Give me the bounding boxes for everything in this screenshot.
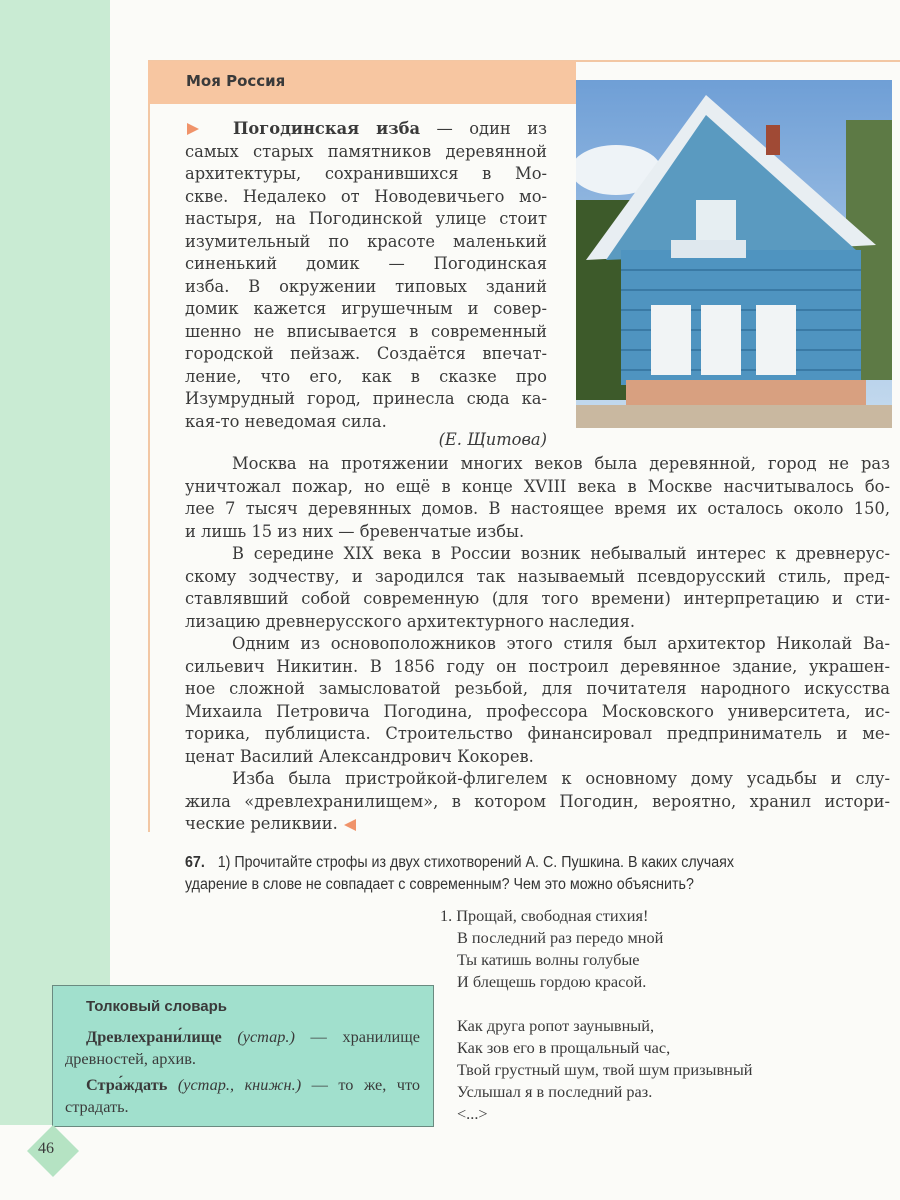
poem-line-text: В последний раз передо мной — [457, 928, 664, 947]
quote-author: (Е. Щитова) — [438, 430, 547, 449]
poem-line — [440, 905, 753, 927]
poem-line — [457, 927, 753, 949]
intro-line: архитектуры, сохранившихся в Мо- — [185, 164, 547, 183]
dictionary-box — [52, 985, 434, 1127]
intro-line: скве. Недалеко от Новодевичьего мо- — [185, 186, 547, 206]
intro-line: самых старых памятников деревянной — [185, 141, 547, 161]
poem-line-text: Услышал я в последний раз. — [457, 1082, 653, 1101]
exercise-number: 67. — [185, 854, 205, 871]
main-text-line-content: скому зодчеству, и зародился так называемый псевдорусский стиль, пред- — [185, 566, 890, 586]
main-text-line — [185, 813, 890, 836]
main-text-line-content: В середине XIX века в России возник небывалый интерес к древнерус- — [232, 544, 890, 563]
main-text-line — [185, 543, 890, 566]
poem-line-text: И блещешь гордою красой. — [457, 972, 647, 991]
main-text-line — [185, 723, 890, 746]
main-text-line-content: Одним из основоположников этого стиля был архитектор Николай Ва- — [232, 634, 890, 653]
main-text-line-content: торика, публициста. Строительство финансировал предприниматель и ме- — [185, 724, 890, 743]
intro-bold-term: Погодинская изба — [233, 119, 421, 138]
entry-term: Стра́ждать — [86, 1075, 168, 1094]
main-text-line-content: сильевич Никитин. В 1856 году он построил деревянное здание, украшен- — [185, 656, 890, 676]
dictionary-title: Толковый словарь — [86, 998, 228, 1015]
main-text-line-content: ставлявший собой современную (для того времени) интерпретацию и сти- — [185, 589, 890, 608]
main-text-line-content: лизацию древнерусского архитектурного наследия. — [185, 611, 636, 631]
poem-line — [457, 949, 753, 971]
intro-line: настыря, на Погодинской улице стоит — [185, 209, 547, 228]
main-text-line-content: жила «древлехранилищем», в котором Погодин, вероятно, хранил истори- — [185, 791, 890, 811]
main-text-line-content: Изба была пристройкой-флигелем к основному дому усадьбы и слу- — [232, 769, 890, 788]
section-title: Моя Россия — [186, 72, 286, 90]
end-marker-icon — [344, 819, 356, 831]
main-text-line — [185, 453, 890, 476]
entry-note: (устар., книжн.) — [177, 1075, 302, 1094]
main-text-line-content: Москва на протяжении многих веков была деревянной, город не раз — [232, 454, 890, 473]
main-text-line-content: ческие реликвии. — [185, 814, 338, 833]
poem-line — [457, 1059, 753, 1081]
main-text-line — [185, 476, 890, 499]
poem-line — [457, 1081, 753, 1103]
intro-line: изба. В окружении типовых зданий — [185, 276, 547, 296]
main-text-line — [185, 498, 890, 521]
main-text-line — [185, 588, 890, 611]
exercise-67 — [185, 852, 843, 896]
entry-term: Древлехрани́лище — [86, 1027, 222, 1046]
poem-line — [457, 1015, 753, 1037]
main-text-line — [185, 656, 890, 679]
main-text-line — [185, 566, 890, 589]
poem-line-text: Прощай, свободная стихия! — [456, 906, 649, 925]
pogodin-izba-photo — [576, 80, 892, 428]
main-text-line — [185, 633, 890, 656]
intro-line: синенький домик — Погодинская — [185, 254, 547, 273]
main-text-line-content: лее 7 тысяч деревянных домов. В настоящее время их осталось около 150, — [185, 499, 890, 518]
poem-ellipsis: <...> — [457, 1104, 488, 1123]
entry-definition: — то же, что страдать. — [65, 1075, 420, 1116]
main-text — [185, 453, 890, 836]
main-text-line — [185, 521, 890, 544]
main-text-line — [185, 701, 890, 724]
poem — [440, 905, 753, 1125]
intro-paragraph — [185, 118, 547, 433]
main-text-line-content: ное сложной замысловатой резьбой, для почитателя народного искусства — [185, 679, 890, 698]
intro-line: Изумрудный город, принесла сюда ка- — [185, 389, 547, 408]
intro-first-rest: — один из — [420, 119, 547, 138]
main-text-line-content: и лишь 15 из них — бревенчатые избы. — [185, 521, 525, 541]
main-text-line — [185, 768, 890, 791]
poem-line-text: Твой грустный шум, твой шум призывный — [457, 1060, 753, 1079]
main-text-line-content: ценат Василий Александрович Кокорев. — [185, 746, 534, 766]
poem-number: 1. — [440, 906, 453, 925]
intro-line: шенно не вписывается в современный — [185, 321, 547, 341]
entry-note: (устар.) — [237, 1027, 295, 1046]
main-text-line-content: Михаила Петровича Погодина, профессора Московского университета, ис- — [185, 701, 890, 721]
dictionary-entry — [65, 1026, 420, 1070]
page-number: 46 — [38, 1140, 54, 1157]
poem-line — [457, 971, 753, 993]
exercise-text-line: ударение в слове не совпадает с современным? Чем это можно объяснить? — [185, 876, 694, 893]
poem-line — [457, 1037, 753, 1059]
dictionary-entry — [65, 1074, 420, 1118]
main-text-line — [185, 678, 890, 701]
intro-line: кая-то неведомая сила. — [185, 411, 387, 431]
entry-definition: — хранилище древностей, архив. — [65, 1027, 420, 1068]
intro-line — [185, 118, 547, 141]
main-text-line — [185, 791, 890, 814]
intro-line: городской пейзаж. Создаётся впечат- — [185, 344, 547, 363]
main-text-line — [185, 611, 890, 634]
poem-line-text: Как зов его в прощальный час, — [457, 1038, 671, 1057]
main-text-line — [185, 746, 890, 769]
poem-line-text: Как друга ропот заунывный, — [457, 1016, 655, 1035]
intro-line: домик кажется игрушечным и совер- — [185, 299, 547, 318]
poem-line-text: Ты катишь волны голубые — [457, 950, 640, 969]
intro-line: изумительный по красоте маленький — [185, 231, 547, 251]
exercise-text-line: 1) Прочитайте строфы из двух стихотворений А. С. Пушкина. В каких случаях — [217, 854, 734, 871]
main-text-line-content: уничтожал пожар, но ещё в конце XVIII века в Москве насчитывалось бо- — [185, 476, 890, 496]
intro-line: ление, что его, как в сказке про — [185, 366, 547, 386]
